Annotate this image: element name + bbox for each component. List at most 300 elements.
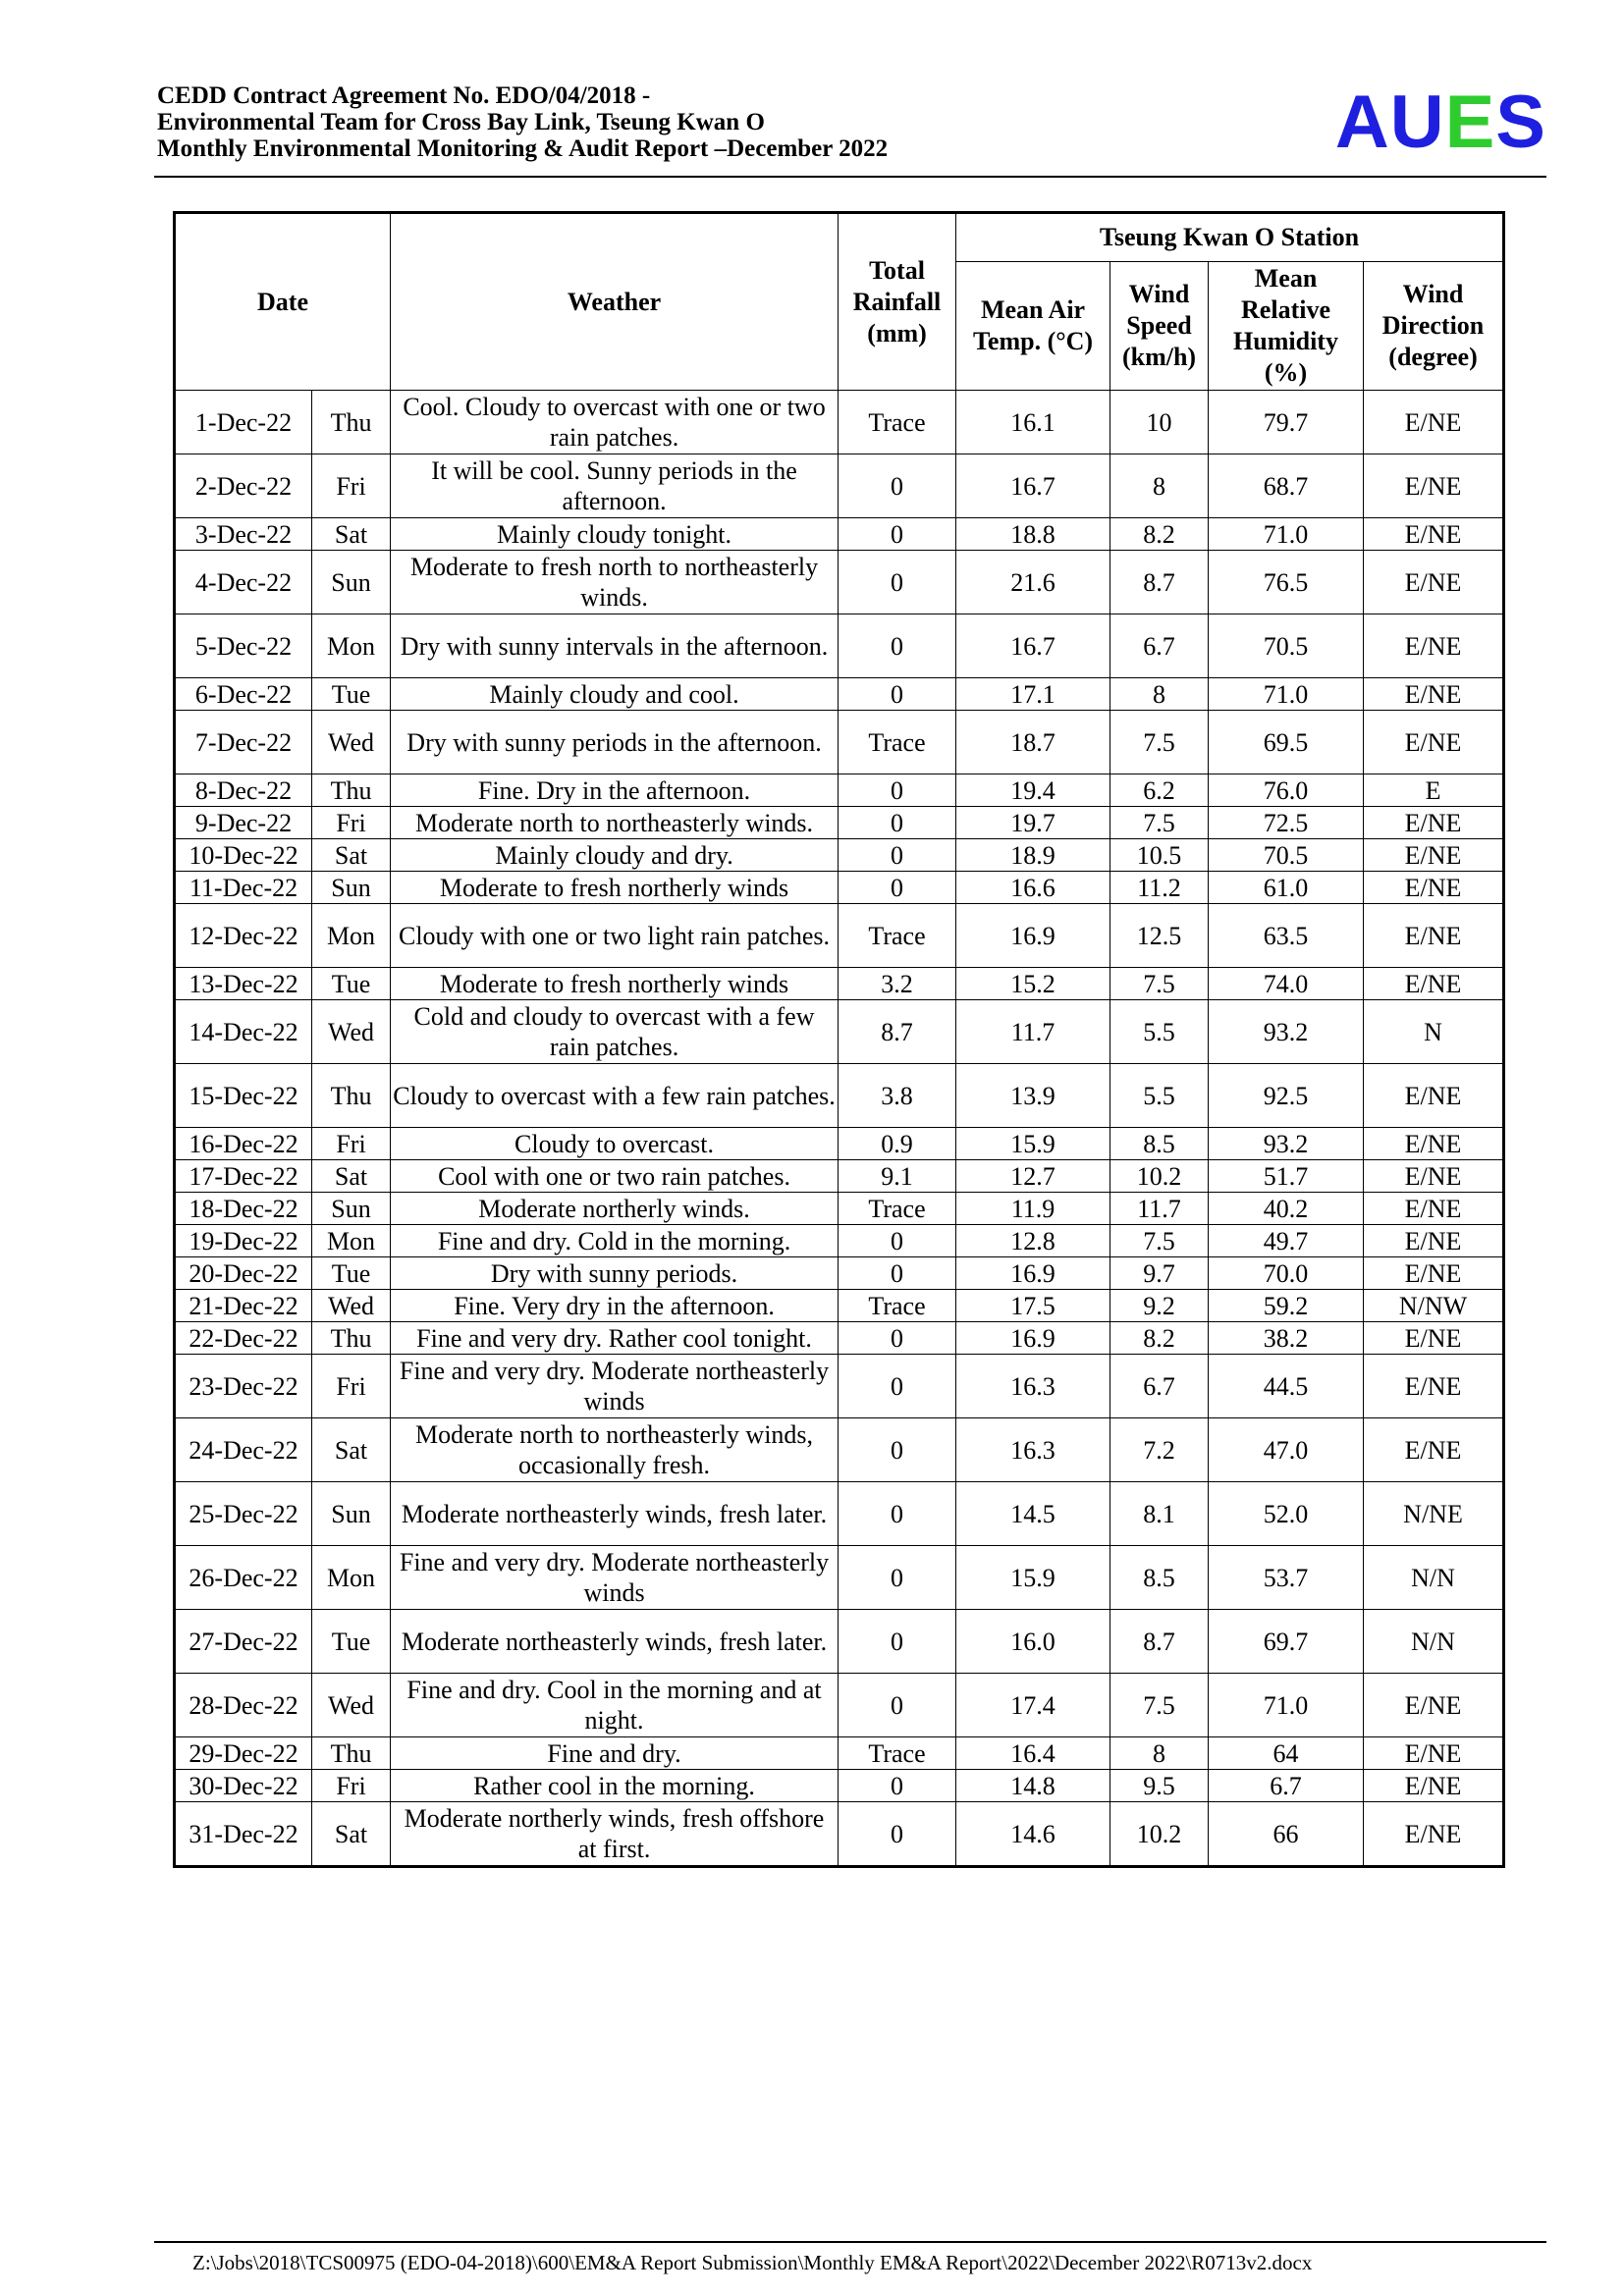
cell-mean-air-temp: 15.2: [956, 968, 1110, 1000]
table-row: [175, 1674, 1504, 1737]
cell-wind-direction: N: [1364, 1000, 1504, 1064]
cell-wind-speed: 8.5: [1110, 1128, 1209, 1160]
cell-rainfall: 0: [839, 1610, 956, 1674]
cell-date: 30-Dec-22: [175, 1770, 312, 1802]
cell-day: Sat: [312, 1160, 391, 1193]
table-row: [175, 1225, 1504, 1257]
cell-mean-air-temp: 16.0: [956, 1610, 1110, 1674]
cell-wind-speed: 12.5: [1110, 904, 1209, 968]
cell-humidity: 44.5: [1209, 1355, 1364, 1418]
header-wind-speed: Wind Speed (km/h): [1110, 262, 1209, 391]
cell-date: 13-Dec-22: [175, 968, 312, 1000]
cell-humidity: 61.0: [1209, 872, 1364, 904]
cell-wind-direction: E/NE: [1364, 454, 1504, 518]
table-row: [175, 872, 1504, 904]
cell-date: 3-Dec-22: [175, 518, 312, 551]
cell-rainfall: Trace: [839, 711, 956, 774]
header-team-line: Environmental Team for Cross Bay Link, Tseung Kwan O: [157, 109, 765, 135]
cell-day: Fri: [312, 1355, 391, 1418]
cell-wind-speed: 8: [1110, 1737, 1209, 1770]
cell-weather: Mainly cloudy tonight.: [391, 518, 839, 551]
aues-logo: [1334, 80, 1546, 164]
cell-mean-air-temp: 16.6: [956, 872, 1110, 904]
cell-weather: Fine. Dry in the afternoon.: [391, 774, 839, 807]
cell-rainfall: Trace: [839, 904, 956, 968]
cell-humidity: 68.7: [1209, 454, 1364, 518]
cell-day: Sun: [312, 551, 391, 614]
header-weather: Weather: [391, 213, 839, 391]
header-rainfall: Total Rainfall (mm): [839, 213, 956, 391]
cell-rainfall: 0: [839, 807, 956, 839]
cell-day: Sun: [312, 1193, 391, 1225]
cell-date: 1-Dec-22: [175, 391, 312, 454]
cell-wind-speed: 11.2: [1110, 872, 1209, 904]
cell-day: Sat: [312, 839, 391, 872]
cell-wind-direction: E/NE: [1364, 1193, 1504, 1225]
cell-weather: Cloudy with one or two light rain patches.: [391, 904, 839, 968]
cell-wind-direction: E/NE: [1364, 1322, 1504, 1355]
cell-mean-air-temp: 14.5: [956, 1482, 1110, 1546]
cell-wind-direction: E/NE: [1364, 1355, 1504, 1418]
cell-wind-speed: 8.7: [1110, 1610, 1209, 1674]
cell-day: Tue: [312, 1610, 391, 1674]
table-row: [175, 614, 1504, 678]
cell-rainfall: 0: [839, 1257, 956, 1290]
cell-weather: Dry with sunny intervals in the afternoon.: [391, 614, 839, 678]
table-row: [175, 1322, 1504, 1355]
cell-rainfall: 0: [839, 551, 956, 614]
cell-mean-air-temp: 18.8: [956, 518, 1110, 551]
cell-wind-speed: 5.5: [1110, 1064, 1209, 1128]
table-row: [175, 1482, 1504, 1546]
cell-rainfall: Trace: [839, 1290, 956, 1322]
header-divider: [154, 176, 1546, 178]
table-row: [175, 1257, 1504, 1290]
header-humidity: Mean Relative Humidity (%): [1209, 262, 1364, 391]
table-row: [175, 1546, 1504, 1610]
cell-wind-direction: E/NE: [1364, 1418, 1504, 1482]
cell-date: 12-Dec-22: [175, 904, 312, 968]
page-header: [157, 82, 1546, 177]
cell-date: 26-Dec-22: [175, 1546, 312, 1610]
cell-humidity: 6.7: [1209, 1770, 1364, 1802]
cell-wind-speed: 7.5: [1110, 968, 1209, 1000]
cell-mean-air-temp: 16.1: [956, 391, 1110, 454]
cell-rainfall: 3.2: [839, 968, 956, 1000]
cell-mean-air-temp: 21.6: [956, 551, 1110, 614]
cell-rainfall: 0: [839, 1482, 956, 1546]
cell-day: Sun: [312, 872, 391, 904]
cell-wind-speed: 8.7: [1110, 551, 1209, 614]
cell-weather: Fine and dry. Cold in the morning.: [391, 1225, 839, 1257]
cell-day: Wed: [312, 1290, 391, 1322]
cell-wind-direction: E/NE: [1364, 678, 1504, 711]
cell-rainfall: 0: [839, 614, 956, 678]
cell-mean-air-temp: 15.9: [956, 1128, 1110, 1160]
cell-mean-air-temp: 18.7: [956, 711, 1110, 774]
cell-weather: Fine and dry.: [391, 1737, 839, 1770]
cell-humidity: 64: [1209, 1737, 1364, 1770]
cell-date: 7-Dec-22: [175, 711, 312, 774]
cell-wind-direction: E/NE: [1364, 1160, 1504, 1193]
cell-wind-direction: E: [1364, 774, 1504, 807]
cell-date: 15-Dec-22: [175, 1064, 312, 1128]
cell-mean-air-temp: 16.9: [956, 904, 1110, 968]
cell-humidity: 66: [1209, 1802, 1364, 1867]
cell-wind-speed: 6.7: [1110, 1355, 1209, 1418]
cell-humidity: 70.5: [1209, 614, 1364, 678]
cell-day: Fri: [312, 1770, 391, 1802]
table-row: [175, 678, 1504, 711]
cell-humidity: 92.5: [1209, 1064, 1364, 1128]
logo-letter: E: [1444, 80, 1496, 164]
cell-rainfall: 0: [839, 839, 956, 872]
header-report-line: Monthly Environmental Monitoring & Audit Report –December 2022: [157, 135, 889, 162]
cell-rainfall: 9.1: [839, 1160, 956, 1193]
cell-mean-air-temp: 14.6: [956, 1802, 1110, 1867]
cell-rainfall: 0: [839, 1322, 956, 1355]
cell-wind-direction: N/NW: [1364, 1290, 1504, 1322]
table-row: [175, 839, 1504, 872]
cell-wind-speed: 8.1: [1110, 1482, 1209, 1546]
cell-date: 14-Dec-22: [175, 1000, 312, 1064]
cell-weather: Fine and dry. Cool in the morning and at night.: [391, 1674, 839, 1737]
cell-humidity: 52.0: [1209, 1482, 1364, 1546]
cell-humidity: 76.5: [1209, 551, 1364, 614]
cell-weather: Moderate north to northeasterly winds.: [391, 807, 839, 839]
cell-humidity: 79.7: [1209, 391, 1364, 454]
cell-wind-direction: E/NE: [1364, 1128, 1504, 1160]
cell-wind-speed: 8.2: [1110, 1322, 1209, 1355]
table-row: [175, 904, 1504, 968]
cell-day: Thu: [312, 391, 391, 454]
cell-date: 27-Dec-22: [175, 1610, 312, 1674]
table-row: [175, 1160, 1504, 1193]
cell-mean-air-temp: 19.7: [956, 807, 1110, 839]
cell-wind-speed: 9.2: [1110, 1290, 1209, 1322]
cell-weather: Cool. Cloudy to overcast with one or two rain patches.: [391, 391, 839, 454]
cell-wind-direction: E/NE: [1364, 968, 1504, 1000]
cell-day: Sat: [312, 1802, 391, 1867]
footer-divider: [154, 2241, 1546, 2243]
cell-wind-direction: E/NE: [1364, 1737, 1504, 1770]
logo-letter: U: [1389, 80, 1445, 164]
cell-wind-speed: 5.5: [1110, 1000, 1209, 1064]
cell-date: 24-Dec-22: [175, 1418, 312, 1482]
cell-wind-speed: 9.5: [1110, 1770, 1209, 1802]
table-row: [175, 968, 1504, 1000]
cell-date: 23-Dec-22: [175, 1355, 312, 1418]
cell-mean-air-temp: 11.9: [956, 1193, 1110, 1225]
cell-mean-air-temp: 16.7: [956, 454, 1110, 518]
cell-humidity: 40.2: [1209, 1193, 1364, 1225]
cell-wind-speed: 11.7: [1110, 1193, 1209, 1225]
cell-date: 21-Dec-22: [175, 1290, 312, 1322]
cell-mean-air-temp: 16.7: [956, 614, 1110, 678]
cell-mean-air-temp: 11.7: [956, 1000, 1110, 1064]
cell-humidity: 38.2: [1209, 1322, 1364, 1355]
cell-wind-direction: E/NE: [1364, 551, 1504, 614]
cell-day: Tue: [312, 968, 391, 1000]
cell-wind-speed: 10.2: [1110, 1160, 1209, 1193]
table-row: [175, 518, 1504, 551]
cell-humidity: 74.0: [1209, 968, 1364, 1000]
cell-mean-air-temp: 16.3: [956, 1355, 1110, 1418]
cell-rainfall: 0: [839, 1225, 956, 1257]
cell-date: 17-Dec-22: [175, 1160, 312, 1193]
cell-mean-air-temp: 13.9: [956, 1064, 1110, 1128]
cell-humidity: 51.7: [1209, 1160, 1364, 1193]
cell-wind-speed: 10: [1110, 391, 1209, 454]
header-mean-air-temp: Mean Air Temp. (°C): [956, 262, 1110, 391]
cell-weather: Fine and very dry. Moderate northeasterly winds: [391, 1546, 839, 1610]
cell-day: Wed: [312, 1000, 391, 1064]
cell-weather: Dry with sunny periods.: [391, 1257, 839, 1290]
cell-date: 9-Dec-22: [175, 807, 312, 839]
cell-wind-direction: E/NE: [1364, 1225, 1504, 1257]
cell-wind-speed: 8.2: [1110, 518, 1209, 551]
cell-humidity: 93.2: [1209, 1128, 1364, 1160]
cell-wind-direction: E/NE: [1364, 1064, 1504, 1128]
cell-rainfall: 8.7: [839, 1000, 956, 1064]
table-row: [175, 807, 1504, 839]
cell-mean-air-temp: 15.9: [956, 1546, 1110, 1610]
cell-date: 22-Dec-22: [175, 1322, 312, 1355]
cell-day: Thu: [312, 1737, 391, 1770]
cell-date: 4-Dec-22: [175, 551, 312, 614]
cell-wind-speed: 6.7: [1110, 614, 1209, 678]
cell-rainfall: 0: [839, 678, 956, 711]
cell-rainfall: 0: [839, 1674, 956, 1737]
cell-wind-speed: 10.2: [1110, 1802, 1209, 1867]
cell-wind-direction: E/NE: [1364, 1770, 1504, 1802]
cell-wind-direction: N/N: [1364, 1610, 1504, 1674]
cell-rainfall: 0: [839, 1546, 956, 1610]
table-row: [175, 1064, 1504, 1128]
logo-letter: S: [1495, 80, 1546, 164]
cell-humidity: 69.7: [1209, 1610, 1364, 1674]
cell-day: Sun: [312, 1482, 391, 1546]
cell-mean-air-temp: 16.4: [956, 1737, 1110, 1770]
cell-date: 8-Dec-22: [175, 774, 312, 807]
cell-weather: Cool with one or two rain patches.: [391, 1160, 839, 1193]
header-wind-direction: Wind Direction (degree): [1364, 262, 1504, 391]
cell-weather: Mainly cloudy and dry.: [391, 839, 839, 872]
cell-rainfall: 0: [839, 774, 956, 807]
cell-date: 25-Dec-22: [175, 1482, 312, 1546]
cell-weather: Moderate to fresh northerly winds: [391, 968, 839, 1000]
cell-day: Fri: [312, 807, 391, 839]
cell-wind-direction: N/N: [1364, 1546, 1504, 1610]
cell-day: Wed: [312, 1674, 391, 1737]
cell-wind-direction: N/NE: [1364, 1482, 1504, 1546]
cell-rainfall: Trace: [839, 391, 956, 454]
cell-weather: Moderate northerly winds.: [391, 1193, 839, 1225]
cell-humidity: 47.0: [1209, 1418, 1364, 1482]
cell-weather: Fine. Very dry in the afternoon.: [391, 1290, 839, 1322]
cell-humidity: 59.2: [1209, 1290, 1364, 1322]
cell-weather: Moderate northerly winds, fresh offshore at first.: [391, 1802, 839, 1867]
table-row: [175, 1128, 1504, 1160]
table-row: [175, 551, 1504, 614]
cell-wind-speed: 7.5: [1110, 807, 1209, 839]
cell-date: 28-Dec-22: [175, 1674, 312, 1737]
cell-wind-speed: 8: [1110, 678, 1209, 711]
cell-humidity: 71.0: [1209, 518, 1364, 551]
table-row: [175, 774, 1504, 807]
cell-mean-air-temp: 17.4: [956, 1674, 1110, 1737]
cell-weather: Moderate to fresh northerly winds: [391, 872, 839, 904]
cell-humidity: 70.0: [1209, 1257, 1364, 1290]
cell-weather: Fine and very dry. Moderate northeasterly winds: [391, 1355, 839, 1418]
cell-rainfall: 0: [839, 872, 956, 904]
cell-weather: Fine and very dry. Rather cool tonight.: [391, 1322, 839, 1355]
cell-wind-direction: E/NE: [1364, 1674, 1504, 1737]
cell-weather: It will be cool. Sunny periods in the afternoon.: [391, 454, 839, 518]
cell-humidity: 49.7: [1209, 1225, 1364, 1257]
cell-day: Thu: [312, 1064, 391, 1128]
cell-humidity: 69.5: [1209, 711, 1364, 774]
cell-humidity: 93.2: [1209, 1000, 1364, 1064]
cell-date: 10-Dec-22: [175, 839, 312, 872]
cell-humidity: 63.5: [1209, 904, 1364, 968]
cell-wind-speed: 8.5: [1110, 1546, 1209, 1610]
cell-wind-speed: 6.2: [1110, 774, 1209, 807]
cell-weather: Moderate to fresh north to northeasterly winds.: [391, 551, 839, 614]
cell-date: 11-Dec-22: [175, 872, 312, 904]
table-row: [175, 1802, 1504, 1867]
cell-day: Tue: [312, 1257, 391, 1290]
cell-wind-direction: E/NE: [1364, 872, 1504, 904]
cell-day: Tue: [312, 678, 391, 711]
table-row: [175, 1290, 1504, 1322]
cell-mean-air-temp: 16.9: [956, 1322, 1110, 1355]
weather-table: [173, 211, 1505, 1868]
table-row: [175, 1610, 1504, 1674]
cell-rainfall: Trace: [839, 1193, 956, 1225]
cell-mean-air-temp: 12.8: [956, 1225, 1110, 1257]
cell-day: Mon: [312, 1546, 391, 1610]
table-row: [175, 1193, 1504, 1225]
cell-wind-speed: 9.7: [1110, 1257, 1209, 1290]
cell-weather: Cloudy to overcast.: [391, 1128, 839, 1160]
cell-wind-direction: E/NE: [1364, 391, 1504, 454]
cell-day: Thu: [312, 1322, 391, 1355]
logo-letter: A: [1334, 80, 1390, 164]
cell-day: Mon: [312, 904, 391, 968]
cell-wind-speed: 7.2: [1110, 1418, 1209, 1482]
cell-mean-air-temp: 12.7: [956, 1160, 1110, 1193]
cell-weather: Moderate northeasterly winds, fresh later.: [391, 1482, 839, 1546]
cell-rainfall: 0: [839, 1355, 956, 1418]
cell-mean-air-temp: 16.3: [956, 1418, 1110, 1482]
cell-wind-direction: E/NE: [1364, 614, 1504, 678]
weather-table-container: [173, 211, 1502, 1868]
table-row: [175, 1000, 1504, 1064]
cell-date: 18-Dec-22: [175, 1193, 312, 1225]
cell-weather: Dry with sunny periods in the afternoon.: [391, 711, 839, 774]
header-contract-line: CEDD Contract Agreement No. EDO/04/2018 -: [157, 82, 651, 109]
cell-weather: Moderate northeasterly winds, fresh later.: [391, 1610, 839, 1674]
cell-weather: Cold and cloudy to overcast with a few rain patches.: [391, 1000, 839, 1064]
cell-weather: Rather cool in the morning.: [391, 1770, 839, 1802]
cell-wind-direction: E/NE: [1364, 1257, 1504, 1290]
cell-date: 19-Dec-22: [175, 1225, 312, 1257]
cell-humidity: 71.0: [1209, 678, 1364, 711]
cell-date: 16-Dec-22: [175, 1128, 312, 1160]
cell-weather: Moderate north to northeasterly winds, occasionally fresh.: [391, 1418, 839, 1482]
cell-wind-direction: E/NE: [1364, 1802, 1504, 1867]
weather-table-body: [175, 391, 1504, 1867]
cell-humidity: 72.5: [1209, 807, 1364, 839]
cell-date: 31-Dec-22: [175, 1802, 312, 1867]
table-row: [175, 711, 1504, 774]
cell-weather: Cloudy to overcast with a few rain patches.: [391, 1064, 839, 1128]
cell-day: Thu: [312, 774, 391, 807]
cell-weather: Mainly cloudy and cool.: [391, 678, 839, 711]
header-station: Tseung Kwan O Station: [956, 213, 1504, 262]
cell-rainfall: 0: [839, 1770, 956, 1802]
cell-rainfall: 3.8: [839, 1064, 956, 1128]
cell-humidity: 70.5: [1209, 839, 1364, 872]
cell-wind-direction: E/NE: [1364, 839, 1504, 872]
cell-day: Sat: [312, 1418, 391, 1482]
header-date: Date: [175, 213, 391, 391]
cell-mean-air-temp: 18.9: [956, 839, 1110, 872]
cell-day: Wed: [312, 711, 391, 774]
cell-date: 29-Dec-22: [175, 1737, 312, 1770]
cell-wind-speed: 7.5: [1110, 1674, 1209, 1737]
cell-date: 5-Dec-22: [175, 614, 312, 678]
cell-wind-direction: E/NE: [1364, 711, 1504, 774]
cell-wind-direction: E/NE: [1364, 807, 1504, 839]
cell-humidity: 53.7: [1209, 1546, 1364, 1610]
cell-day: Mon: [312, 614, 391, 678]
cell-date: 2-Dec-22: [175, 454, 312, 518]
cell-mean-air-temp: 19.4: [956, 774, 1110, 807]
cell-humidity: 71.0: [1209, 1674, 1364, 1737]
cell-mean-air-temp: 16.9: [956, 1257, 1110, 1290]
cell-date: 20-Dec-22: [175, 1257, 312, 1290]
cell-day: Fri: [312, 1128, 391, 1160]
cell-wind-direction: E/NE: [1364, 518, 1504, 551]
cell-day: Mon: [312, 1225, 391, 1257]
table-row: [175, 454, 1504, 518]
cell-rainfall: 0.9: [839, 1128, 956, 1160]
cell-rainfall: 0: [839, 1418, 956, 1482]
cell-mean-air-temp: 14.8: [956, 1770, 1110, 1802]
cell-rainfall: 0: [839, 518, 956, 551]
table-row: [175, 391, 1504, 454]
table-row: [175, 1737, 1504, 1770]
cell-humidity: 76.0: [1209, 774, 1364, 807]
table-row: [175, 1355, 1504, 1418]
cell-day: Sat: [312, 518, 391, 551]
table-row: [175, 1770, 1504, 1802]
cell-wind-speed: 7.5: [1110, 711, 1209, 774]
cell-rainfall: Trace: [839, 1737, 956, 1770]
cell-date: 6-Dec-22: [175, 678, 312, 711]
cell-wind-speed: 8: [1110, 454, 1209, 518]
cell-mean-air-temp: 17.5: [956, 1290, 1110, 1322]
cell-rainfall: 0: [839, 1802, 956, 1867]
footer-file-path: Z:\Jobs\2018\TCS00975 (EDO-04-2018)\600\EM&A Report Submission\Monthly EM&A Report\2022\December 2022\R0713v2.docx: [192, 2251, 1313, 2274]
cell-mean-air-temp: 17.1: [956, 678, 1110, 711]
cell-wind-direction: E/NE: [1364, 904, 1504, 968]
cell-rainfall: 0: [839, 454, 956, 518]
cell-wind-speed: 7.5: [1110, 1225, 1209, 1257]
table-row: [175, 1418, 1504, 1482]
